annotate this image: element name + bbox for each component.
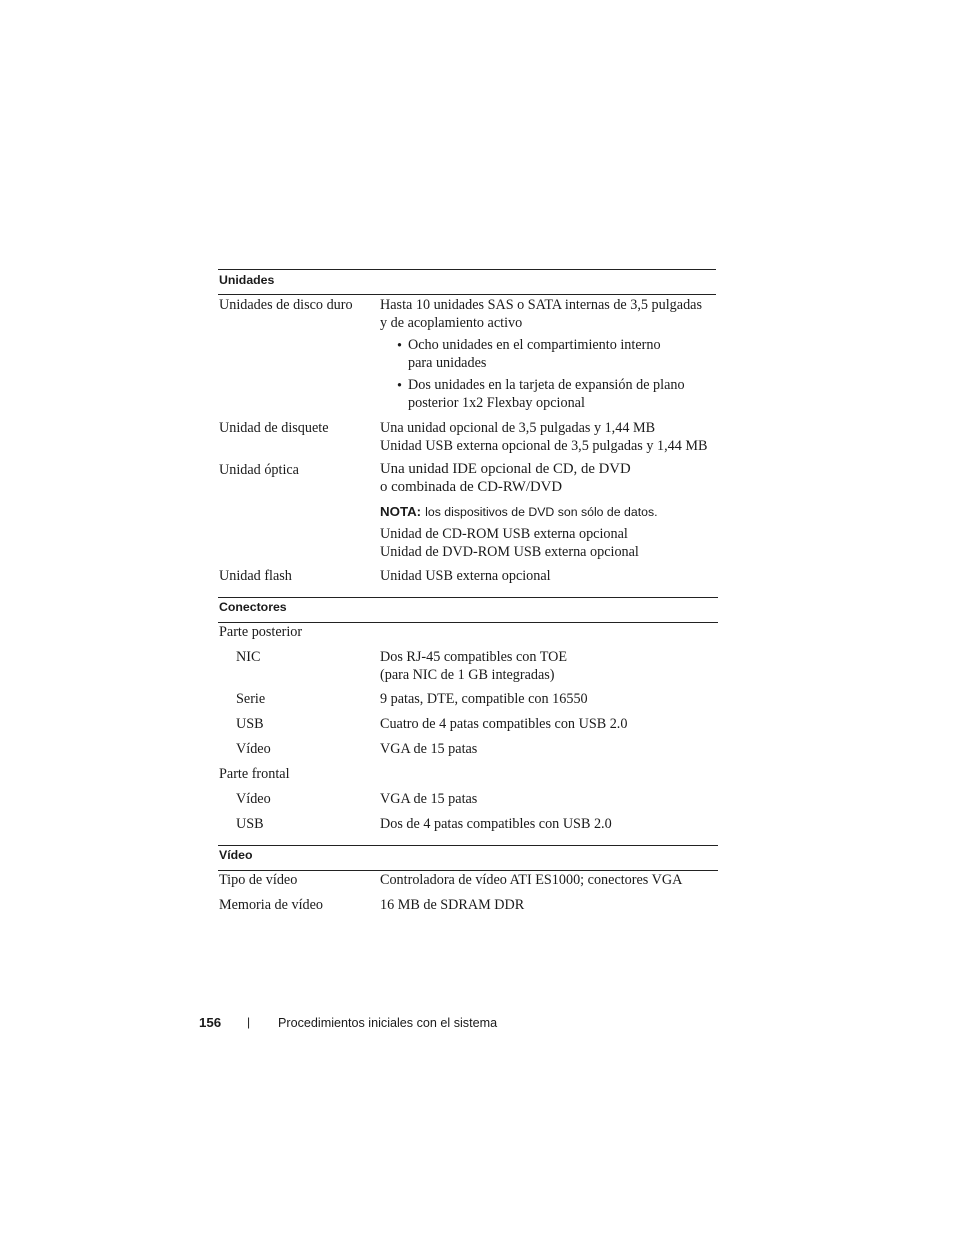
section-header-rule bbox=[218, 870, 718, 871]
video-memory-value: 16 MB de SDRAM DDR bbox=[380, 897, 525, 913]
bullet-dot: • bbox=[397, 378, 402, 394]
section-header-video: Vídeo bbox=[219, 848, 253, 862]
serial-value: 9 patas, DTE, compatible con 16550 bbox=[380, 691, 588, 707]
rear-usb-value: Cuatro de 4 patas compatibles con USB 2.0 bbox=[380, 716, 628, 732]
footer-title: Procedimientos iniciales con el sistema bbox=[278, 1016, 498, 1030]
section-header-rule bbox=[218, 294, 716, 295]
section-top-rule bbox=[218, 269, 716, 270]
note-text: los dispositivos de DVD son sólo de datos. bbox=[425, 505, 658, 519]
rear-label: Parte posterior bbox=[219, 624, 303, 640]
video-type-value: Controladora de vídeo ATI ES1000; conectores VGA bbox=[380, 872, 683, 888]
hdd-bullet-2: Dos unidades en la tarjeta de expansión de plano posterior 1x2 Flexbay opcional bbox=[408, 377, 685, 411]
section-header-conectores: Conectores bbox=[219, 600, 287, 614]
section-top-rule bbox=[218, 845, 718, 846]
note-label: NOTA: bbox=[380, 504, 422, 519]
floppy-value: Una unidad opcional de 3,5 pulgadas y 1,44 MB Unidad USB externa opcional de 3,5 pulgadas y 1,44 MB bbox=[380, 420, 708, 454]
page-number: 156 bbox=[199, 1015, 222, 1030]
optical-note bbox=[380, 503, 658, 521]
flash-label: Unidad flash bbox=[219, 568, 292, 584]
optical-extra: Unidad de CD-ROM USB externa opcional Unidad de DVD-ROM USB externa opcional bbox=[380, 526, 639, 560]
optical-value: Una unidad IDE opcional de CD, de DVD o combinada de CD-RW/DVD bbox=[380, 461, 631, 495]
front-video-value: VGA de 15 patas bbox=[380, 791, 478, 807]
hdd-value: Hasta 10 unidades SAS o SATA internas de 3,5 pulgadas y de acoplamiento activo bbox=[380, 297, 702, 331]
section-header-rule bbox=[218, 622, 718, 623]
footer-separator: | bbox=[247, 1015, 251, 1029]
rear-usb-label: USB bbox=[236, 716, 264, 732]
flash-value: Unidad USB externa opcional bbox=[380, 568, 551, 584]
section-header-unidades: Unidades bbox=[219, 273, 275, 287]
rear-video-label: Vídeo bbox=[236, 741, 271, 757]
front-label: Parte frontal bbox=[219, 766, 290, 782]
hdd-bullet-1: Ocho unidades en el compartimiento interno para unidades bbox=[408, 337, 661, 371]
video-memory-label: Memoria de vídeo bbox=[219, 897, 324, 913]
front-usb-value: Dos de 4 patas compatibles con USB 2.0 bbox=[380, 816, 612, 832]
nic-label: NIC bbox=[236, 649, 261, 665]
nic-value: Dos RJ-45 compatibles con TOE (para NIC de 1 GB integradas) bbox=[380, 649, 568, 683]
front-video-label: Vídeo bbox=[236, 791, 271, 807]
section-top-rule bbox=[218, 597, 718, 598]
video-type-label: Tipo de vídeo bbox=[219, 872, 298, 888]
optical-label: Unidad óptica bbox=[219, 462, 299, 478]
floppy-label: Unidad de disquete bbox=[219, 420, 329, 436]
rear-video-value: VGA de 15 patas bbox=[380, 741, 478, 757]
bullet-dot: • bbox=[397, 338, 402, 354]
front-usb-label: USB bbox=[236, 816, 264, 832]
serial-label: Serie bbox=[236, 691, 266, 707]
hdd-label: Unidades de disco duro bbox=[219, 297, 353, 313]
